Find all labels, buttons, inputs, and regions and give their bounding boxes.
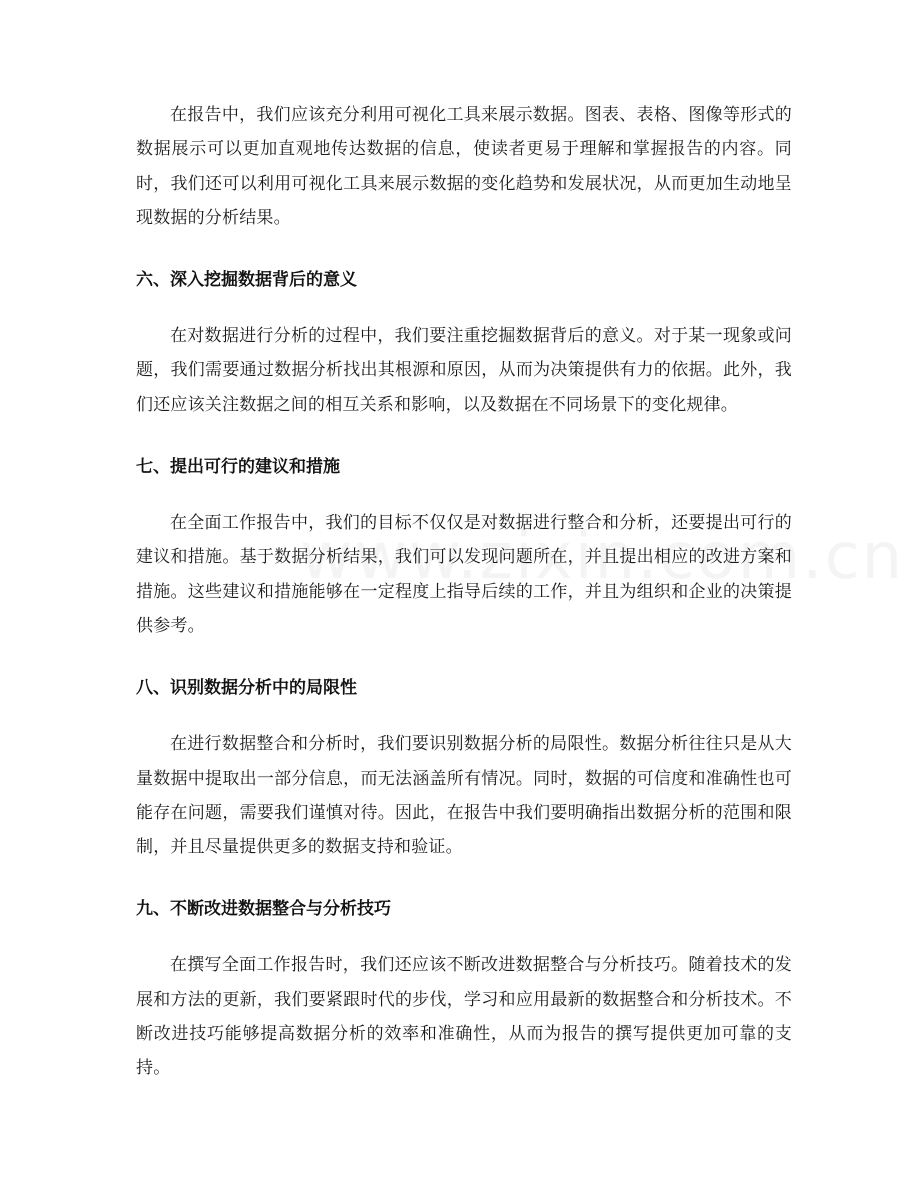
section-7-paragraph: 在全面工作报告中，我们的目标不仅仅是对数据进行整合和分析，还要提出可行的建议和措施。基于数据分析结果，我们可以发现问题所在，并且提出相应的改进方案和措施。这些建议和措施能够在一定程度上指导后续的工作，并且为组织和企业的决策提供参考。 [136, 513, 792, 636]
section-8-heading: 八、识别数据分析中的局限性 [136, 678, 357, 699]
section-8-paragraph: 在进行数据整合和分析时，我们要识别数据分析的局限性。数据分析往往只是从大量数据中提取出一部分信息，而无法涵盖所有情况。同时，数据的可信度和准确性也可能存在问题，需要我们谨慎对待。因此，在报告中我们要明确指出数据分析的范围和限制，并且尽量提供更多的数据支持和验证。 [136, 734, 792, 858]
document-body [136, 98, 792, 1086]
section-9-paragraph: 在撰写全面工作报告时，我们还应该不断改进数据整合与分析技巧。随着技术的发展和方法的更新，我们要紧跟时代的步伐，学习和应用最新的数据整合和分析技术。不断改进技巧能够提高数据分析的效率和准确性，从而为报告的撰写提供更加可靠的支持。 [136, 955, 792, 1079]
section-6-paragraph: 在对数据进行分析的过程中，我们要注重挖掘数据背后的意义。对于某一现象或问题，我们需要通过数据分析找出其根源和原因，从而为决策提供有力的依据。此外，我们还应该关注数据之间的相互关系和影响，以及数据在不同场景下的变化规律。 [136, 326, 792, 415]
section-7-heading: 七、提出可行的建议和措施 [136, 457, 340, 478]
section-9-heading: 九、不断改进数据整合与分析技巧 [136, 899, 391, 920]
section-6-heading: 六、深入挖掘数据背后的意义 [136, 270, 357, 291]
intro-paragraph: 在报告中，我们应该充分利用可视化工具来展示数据。图表、表格、图像等形式的数据展示可以更加直观地传达数据的信息，使读者更易于理解和掌握报告的内容。同时，我们还可以利用可视化工具来展示数据的变化趋势和发展状况，从而更加生动地呈现数据的分析结果。 [136, 105, 792, 228]
